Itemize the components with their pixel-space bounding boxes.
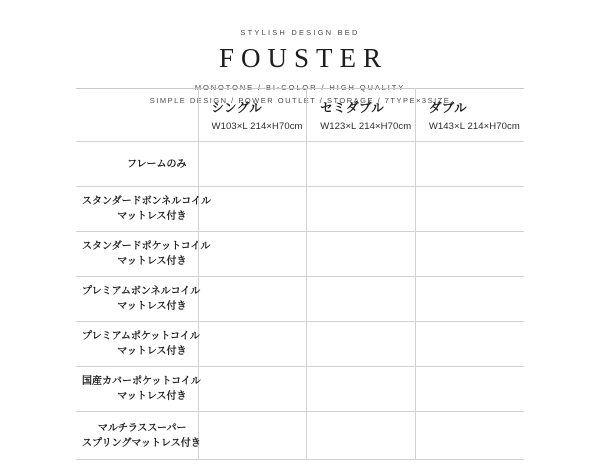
spec-table-head	[76, 89, 524, 142]
cell-premium-bonnell-double	[415, 277, 524, 322]
cell-premium-bonnell-semidouble	[307, 277, 416, 322]
row-label-line-1: 国産カバーポケットコイル	[82, 376, 201, 387]
row-label-premium-pocket	[76, 322, 198, 367]
table-header-row	[76, 89, 524, 142]
cell-frame-only-double	[415, 142, 524, 187]
column-header-single-dimensions: W103×L 214×H70cm	[211, 121, 303, 132]
cell-premium-pocket-double	[415, 322, 524, 367]
table-row	[76, 367, 524, 412]
cell-standard-pocket-double	[415, 232, 524, 277]
cell-domestic-cover-pocket-semidouble	[307, 367, 416, 412]
row-label-line-2: マットレス付き	[117, 346, 187, 357]
table-row	[76, 412, 524, 460]
table-row	[76, 322, 524, 367]
cell-multilas-super-spring-double	[415, 412, 524, 460]
row-label-premium-bonnell	[76, 277, 201, 322]
cell-frame-only-semidouble	[307, 142, 416, 187]
row-label-line-2: マットレス付き	[117, 211, 187, 222]
row-label-line-2: マットレス付き	[117, 256, 187, 267]
header-tagline-2: SIMPLE DESIGN / POWER OUTLET / STORAGE / 7TYPE×3SIZE	[149, 96, 451, 105]
row-label-frame-only	[76, 142, 198, 187]
row-label-line-2: マットレス付き	[117, 391, 187, 402]
table-row	[76, 232, 524, 277]
cell-standard-bonnell-semidouble	[307, 187, 416, 232]
cell-frame-only-single	[198, 142, 307, 187]
cell-standard-bonnell-double	[415, 187, 524, 232]
column-header-single	[198, 89, 307, 142]
row-label-line-1: マルチラススーパー	[97, 422, 187, 434]
column-header-semidouble-name: セミダブル	[320, 101, 385, 115]
row-label-line-1: プレミアムボンネルコイル	[82, 286, 201, 297]
table-row	[76, 187, 524, 232]
cell-multilas-super-spring-single	[198, 412, 307, 460]
row-label-line-1: フレームのみ	[126, 158, 187, 170]
cell-multilas-super-spring-semidouble	[307, 412, 416, 460]
row-label-line-1: スタンダードボンネルコイル	[82, 196, 211, 207]
cell-premium-bonnell-single	[198, 277, 307, 322]
row-label-domestic-cover-pocket	[76, 367, 201, 412]
cell-standard-pocket-single	[198, 232, 307, 277]
column-header-double-dimensions: W143×L 214×H70cm	[428, 121, 520, 132]
cell-premium-pocket-semidouble	[307, 322, 416, 367]
cell-premium-pocket-single	[198, 322, 307, 367]
table-row	[76, 277, 524, 322]
row-label-line-2: スプリングマットレス付き	[82, 437, 201, 449]
column-header-semidouble-dimensions: W123×L 214×H70cm	[320, 121, 412, 132]
spec-table-body	[76, 142, 524, 460]
column-header-semidouble	[307, 89, 416, 142]
brand-title: FOUSTER	[218, 43, 389, 73]
cell-standard-bonnell-single	[198, 187, 307, 232]
row-label-standard-pocket	[76, 232, 211, 277]
cell-domestic-cover-pocket-double	[415, 367, 524, 412]
row-label-line-2: マットレス付き	[117, 301, 187, 312]
row-label-standard-bonnell	[76, 187, 211, 232]
header-eyebrow: STYLISH DESIGN BED	[240, 28, 360, 37]
column-header-double	[415, 89, 524, 142]
table-row	[76, 142, 524, 187]
spec-table	[76, 88, 524, 460]
spec-table-wrapper	[76, 88, 524, 460]
column-header-double-name: ダブル	[428, 101, 468, 115]
header-tagline-1: MONOTONE / BI-COLOR / HIGH QUALITY	[194, 83, 406, 92]
cell-standard-pocket-semidouble	[307, 232, 416, 277]
row-label-line-1: プレミアムポケットコイル	[82, 331, 200, 342]
column-header-single-name: シングル	[211, 101, 263, 115]
row-label-multilas-super-spring	[76, 412, 201, 460]
cell-domestic-cover-pocket-single	[198, 367, 307, 412]
header-corner-blank	[76, 89, 198, 142]
row-label-line-1: スタンダードポケットコイル	[82, 241, 211, 252]
